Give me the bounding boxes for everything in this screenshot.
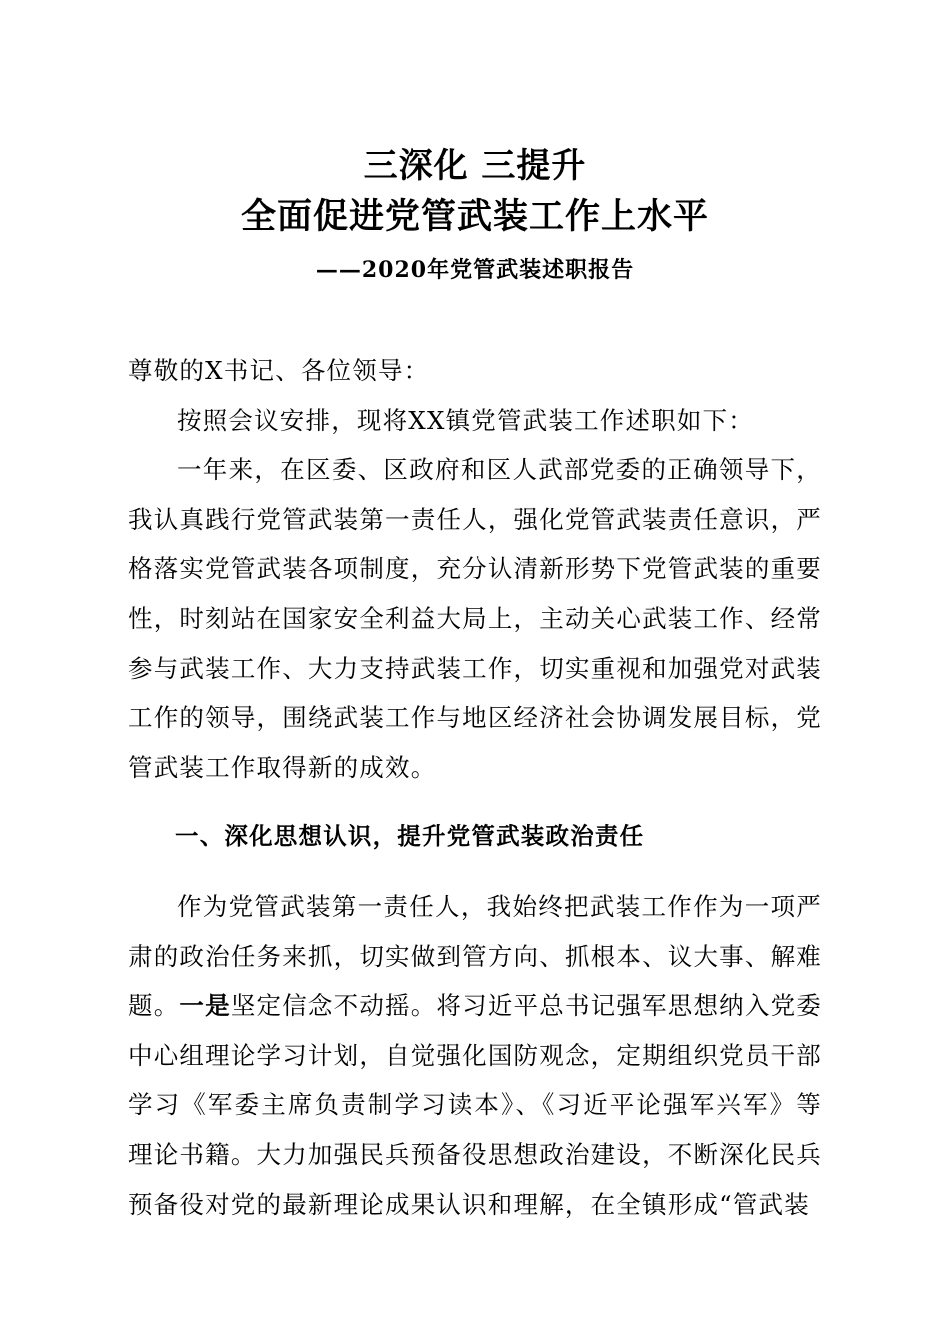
section-1-paragraph-start: 作为党管武装第一责任人，我始终把武装工作作为一项严肃的政治任务来抓，切实做到管方向、抓根本、议大事、解难题。 — [128, 891, 822, 1021]
section-heading-1: 一、深化思想认识，提升党管武装政治责任 — [175, 822, 645, 851]
section-1-paragraph-rest: 坚定信念不动摇。将习近平总书记强军思想纳入党委中心组理论学习计划，自觉强化国防观念，定期组织党员干部学习《军委主席负责制学习读本》、《习近平论强军兴军》等理论书籍。大力加强民兵预备役思想政治建设，不断深化民兵预备役对党的最新理论成果认识和理解，在全镇形成“管武装 — [128, 991, 822, 1219]
document-body — [128, 346, 822, 1229]
overview-paragraph: 一年来，在区委、区政府和区人武部党委的正确领导下，我认真践行党管武装第一责任人，强化党管武装责任意识，严格落实党管武装各项制度，充分认清新形势下党管武装的重要性，时刻站在国家安全利益大局上，主动关心武装工作、经常参与武装工作、大力支持武装工作，切实重视和加强党对武装工作的领导，围绕武装工作与地区经济社会协调发展目标，党管武装工作取得新的成效。 — [128, 455, 822, 782]
document-title-line-1: 三深化 三提升 — [363, 146, 587, 186]
document-title-line-2: 全面促进党管武装工作上水平 — [240, 197, 709, 237]
section-1-lead-label: 一是 — [179, 991, 231, 1021]
document-subtitle: ——2020年党管武装述职报告 — [315, 257, 635, 283]
intro-paragraph: 按照会议安排，现将XX镇党管武装工作述职如下： — [177, 405, 754, 435]
salutation: 尊敬的X书记、各位领导： — [128, 356, 430, 385]
section-1-paragraph — [128, 882, 822, 1229]
